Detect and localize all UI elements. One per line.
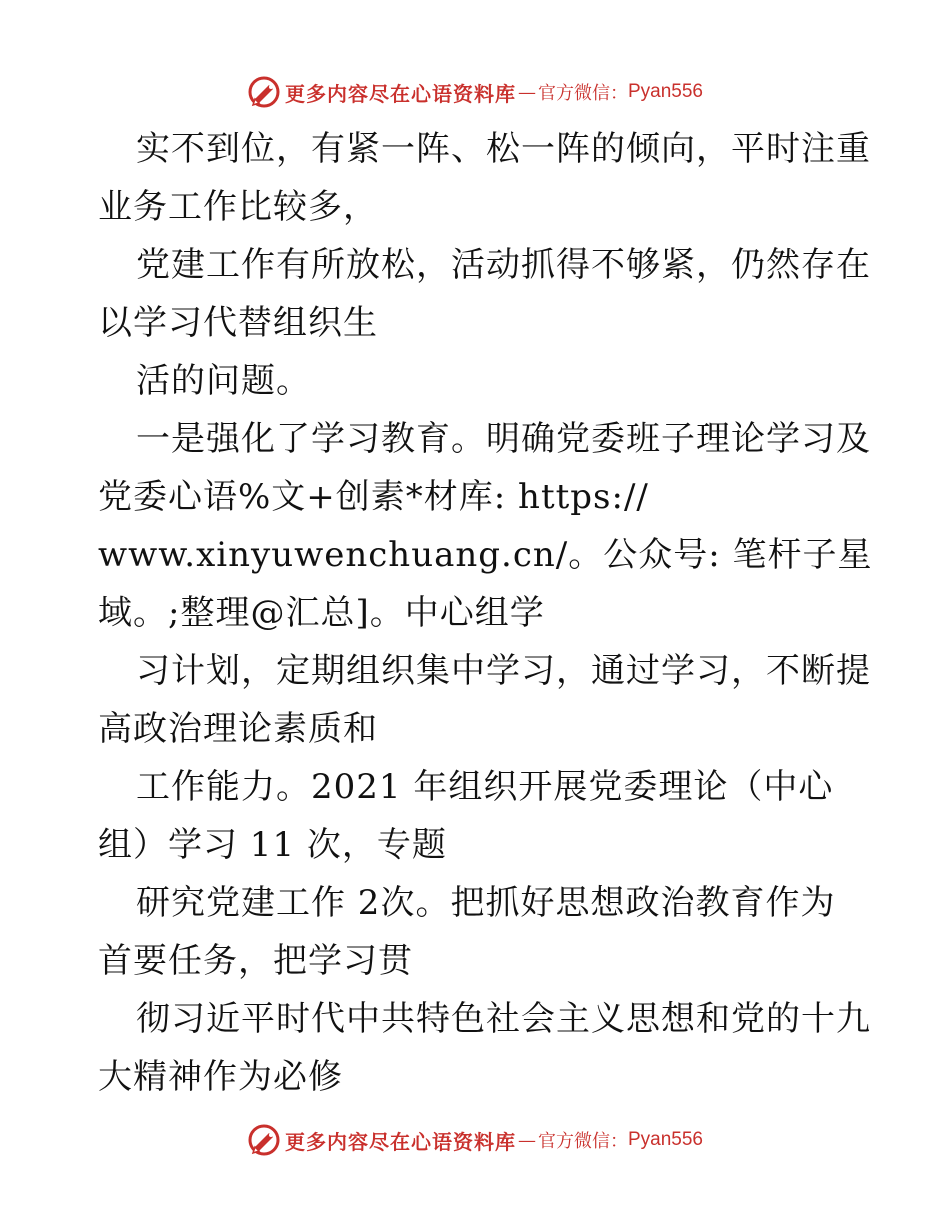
text-line: 一是强化了学习教育。明确党委班子理论学习及 — [136, 419, 871, 459]
text-line: 工作能力。2021 年组织开展党委理论（中心 — [136, 767, 834, 807]
text-line: 域。;整理@汇总]。中心组学 — [98, 593, 545, 633]
text-line: 党建工作有所放松，活动抓得不够紧，仍然存在 — [136, 245, 871, 285]
watermark-id: Pyan556 — [627, 1129, 703, 1150]
watermark-id: Pyan556 — [627, 81, 703, 102]
watermark-main-text: 更多内容尽在心语资料库 — [284, 81, 516, 106]
header-watermark — [0, 72, 950, 112]
watermark-dash: — — [517, 81, 536, 103]
text-line: 活的问题。 — [136, 361, 311, 401]
pen-logo-icon — [247, 1123, 281, 1157]
text-line: 大精神作为必修 — [98, 1057, 343, 1097]
text-line: 党委心语%文+创素*材库: https:// — [98, 477, 649, 517]
watermark-sub-text: 官方微信： — [537, 1131, 628, 1152]
document-body — [98, 120, 873, 1106]
watermark-sub-text: 官方微信： — [537, 83, 628, 104]
text-line: 业务工作比较多， — [98, 187, 378, 227]
pen-logo-icon — [247, 75, 281, 109]
text-line: 首要任务，把学习贯 — [98, 941, 413, 981]
text-line: 高政治理论素质和 — [98, 709, 378, 749]
watermark-main-text: 更多内容尽在心语资料库 — [284, 1129, 516, 1154]
text-line: www.xinyuwenchuang.cn/。公众号: 笔杆子星 — [98, 535, 873, 575]
text-line: 研究党建工作 2次。把抓好思想政治教育作为 — [136, 883, 836, 923]
footer-watermark — [0, 1120, 950, 1160]
text-line: 彻习近平时代中共特色社会主义思想和党的十九 — [136, 999, 871, 1039]
text-line: 实不到位，有紧一阵、松一阵的倾向，平时注重 — [136, 129, 871, 169]
text-line: 习计划，定期组织集中学习，通过学习，不断提 — [136, 651, 871, 691]
text-line: 以学习代替组织生 — [98, 303, 378, 343]
watermark-dash: — — [517, 1129, 536, 1151]
text-line: 组）学习 11 次，专题 — [98, 825, 447, 865]
